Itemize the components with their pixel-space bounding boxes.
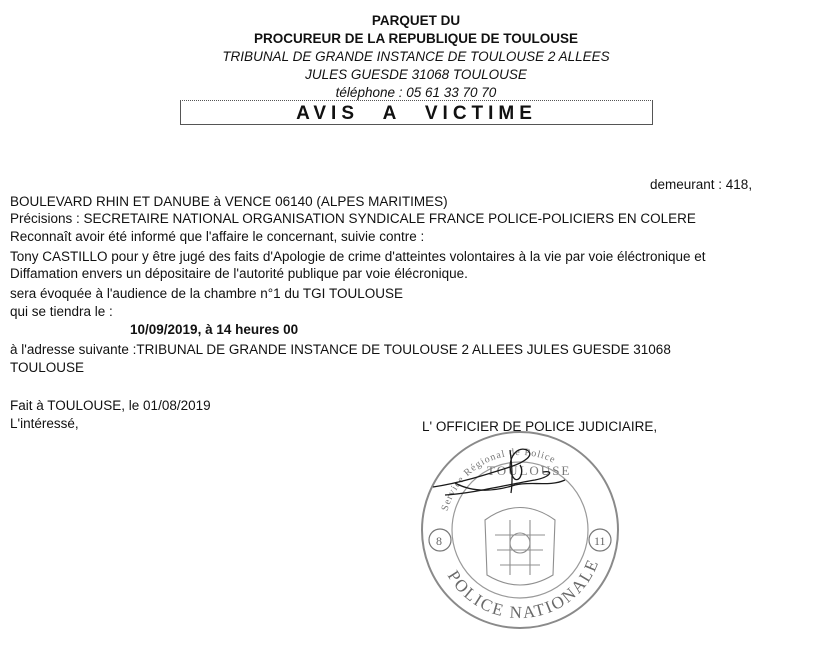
evoquee-text: sera évoquée à l'audience de la chambre n°1 du TGI TOULOUSE <box>10 286 403 301</box>
interesse-label: L'intéressé, <box>10 416 79 431</box>
header-address: JULES GUESDE 31068 TOULOUSE <box>305 67 527 82</box>
seal-ring-top-text: Service Régional de Police <box>439 446 558 513</box>
tiendra-text: qui se tiendra le : <box>10 304 113 319</box>
seal-right-number: 11 <box>594 534 606 548</box>
header-procureur: PROCUREUR DE LA REPUBLIQUE DE TOULOUSE <box>253 31 579 46</box>
document-title: AVIS A VICTIME <box>296 103 537 124</box>
hearing-date: 10/09/2019, à 14 heures 00 <box>130 322 299 337</box>
demeurant-text: demeurant : 418, <box>650 177 753 192</box>
header-parquet: PARQUET DU <box>371 13 461 28</box>
seal-emblem <box>485 508 555 586</box>
facts-line-2: Diffamation envers un dépositaire de l'autorité publique par voie élécronique. <box>10 266 468 281</box>
seal-city-text: TOULOUSE <box>487 463 572 478</box>
seal-ring-bottom-text: POLICE NATIONALE <box>443 555 603 623</box>
officier-label: L' OFFICIER DE POLICE JUDICIAIRE, <box>422 419 658 434</box>
facts-line-1: Tony CASTILLO pour y être jugé des faits d'Apologie de crime d'atteintes volontaires à la vie par voie éléctronique et <box>10 249 706 264</box>
title-banner <box>180 100 653 125</box>
seal-left-number: 8 <box>436 534 442 548</box>
reconnait-text: Reconnaît avoir été informé que l'affaire le concernant, suivie contre : <box>10 229 425 244</box>
fait-a-text: Fait à TOULOUSE, le 01/08/2019 <box>10 398 211 413</box>
police-seal-stamp <box>415 425 625 635</box>
header-telephone: téléphone : 05 61 33 70 70 <box>335 85 497 100</box>
adresse-line-1: à l'adresse suivante :TRIBUNAL DE GRANDE INSTANCE DE TOULOUSE 2 ALLEES JULES GUESDE 31068 <box>10 342 671 357</box>
header-tribunal: TRIBUNAL DE GRANDE INSTANCE DE TOULOUSE 2 ALLEES <box>222 49 610 64</box>
precisions-text: Précisions : SECRETAIRE NATIONAL ORGANISATION SYNDICALE FRANCE POLICE-POLICIERS EN COLERE <box>10 211 696 226</box>
address-text: BOULEVARD RHIN ET DANUBE à VENCE 06140 (ALPES MARITIMES) <box>10 194 448 209</box>
adresse-line-2: TOULOUSE <box>10 360 85 375</box>
